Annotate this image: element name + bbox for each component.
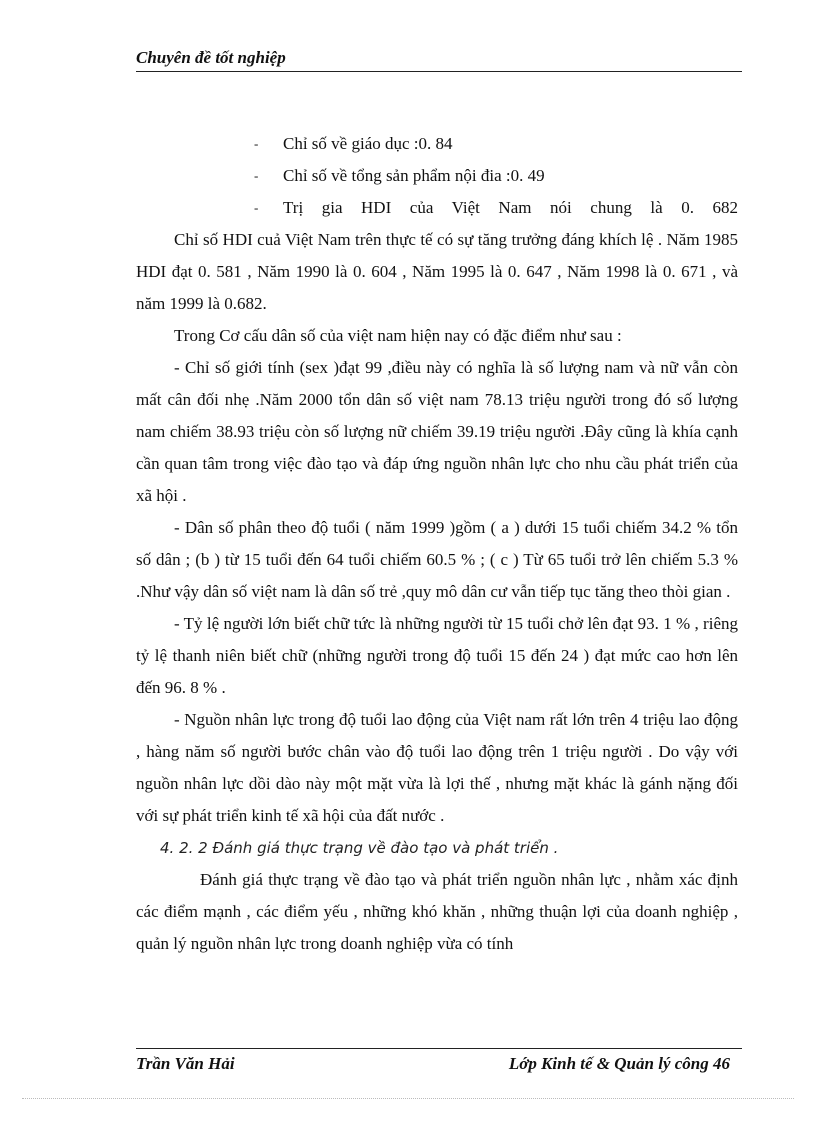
paragraph-structure: Trong Cơ cấu dân số của việt nam hiện nay có đặc điểm như sau : [174,326,622,345]
document-body [136,128,738,960]
section-heading: 4. 2. 2 Đánh giá thực trạng về đào tạo và phát triển . [160,839,559,857]
bullet-text: ‐ Trị gia HDI của Việt Nam nói chung là 0. 682 [283,198,738,217]
bullet-item [136,192,738,224]
bullet-text: Chỉ số về tổng sản phẩm nội đia :0. 49 [283,166,545,185]
paragraph-hdi: Chỉ số HDI cuả Việt Nam trên thực tế có sự tăng trưởng đáng khích lệ . Năm 1985 HDI đạt 0. 581 , Năm 1990 là 0. 604 , Năm 1995 là 0. 647 , Năm 1998 là 0. 671 , và năm 1999 là 0.682. [136,230,738,313]
paragraph-assessment: Đánh giá thực trạng về đào tạo và phát triển nguồn nhân lực , nhằm xác định các điểm mạnh , các điểm yếu , những khó khăn , những thuận lợi của doanh nghiệp , quản lý nguồn nhân lực trong doanh nghiệp vừa có tính [136,870,738,953]
paragraph-age: ‐ Dân số phân theo độ tuổi ( năm 1999 )gồm ( a ) dưới 15 tuổi chiếm 34.2 % tổn số dân ; (b ) từ 15 tuổi đến 64 tuổi chiếm 60.5 % ; ( c ) Từ 65 tuổi trở lên chiếm 5.3 % .Như vậy dân số việt nam là dân số trẻ ,quy mô dân cư vẫn tiếp tục tăng theo thòi gian . [136,518,738,601]
bullet-text: Chỉ số về giáo dục :0. 84 [283,134,453,153]
page-bottom-border [22,1098,794,1099]
paragraph-literacy: ‐ Tỷ lệ người lớn biết chữ tức là những người từ 15 tuổi chở lên đạt 93. 1 % , riêng tỷ lệ thanh niên biết chữ (những người trong độ tuổi 15 đến 24 ) đạt mức cao hơn lên đến 96. 8 % . [136,614,738,697]
bullet-item [136,128,738,160]
paragraph-labor: ‐ Nguồn nhân lực trong độ tuổi lao động của Việt nam rất lớn trên 4 triệu lao động , hàng năm số người bước chân vào độ tuổi lao động trên 1 triệu người . Do vậy với nguồn nhân lực dồi dào này một mặt vừa là lợi thế , nhưng mặt khác là gánh nặng đối với sự phát triển kinh tế xã hội của đất nước . [136,710,738,825]
footer-author: Trần Văn Hải [136,1054,235,1073]
bullet-item [136,160,738,192]
page-header-title: Chuyên đề tốt nghiệp [136,48,286,67]
header-rule [136,71,742,72]
footer-rule [136,1048,742,1049]
footer-class: Lớp Kinh tế & Quản lý công 46 [508,1054,730,1073]
paragraph-sex-ratio: ‐ Chỉ số giới tính (sex )đạt 99 ,điều này có nghĩa là số lượng nam và nữ vẫn còn mất cân đối nhẹ .Năm 2000 tổn dân số việt nam 78.13 triệu người trong đó số lượng nam chiếm 38.93 triệu còn số lượng nữ chiếm 39.19 triệu người .Đây cũng là khía cạnh cần quan tâm trong việc đào tạo và đáp ứng nguồn nhân lực cho nhu cầu phát triển của xã hội . [136,358,738,505]
